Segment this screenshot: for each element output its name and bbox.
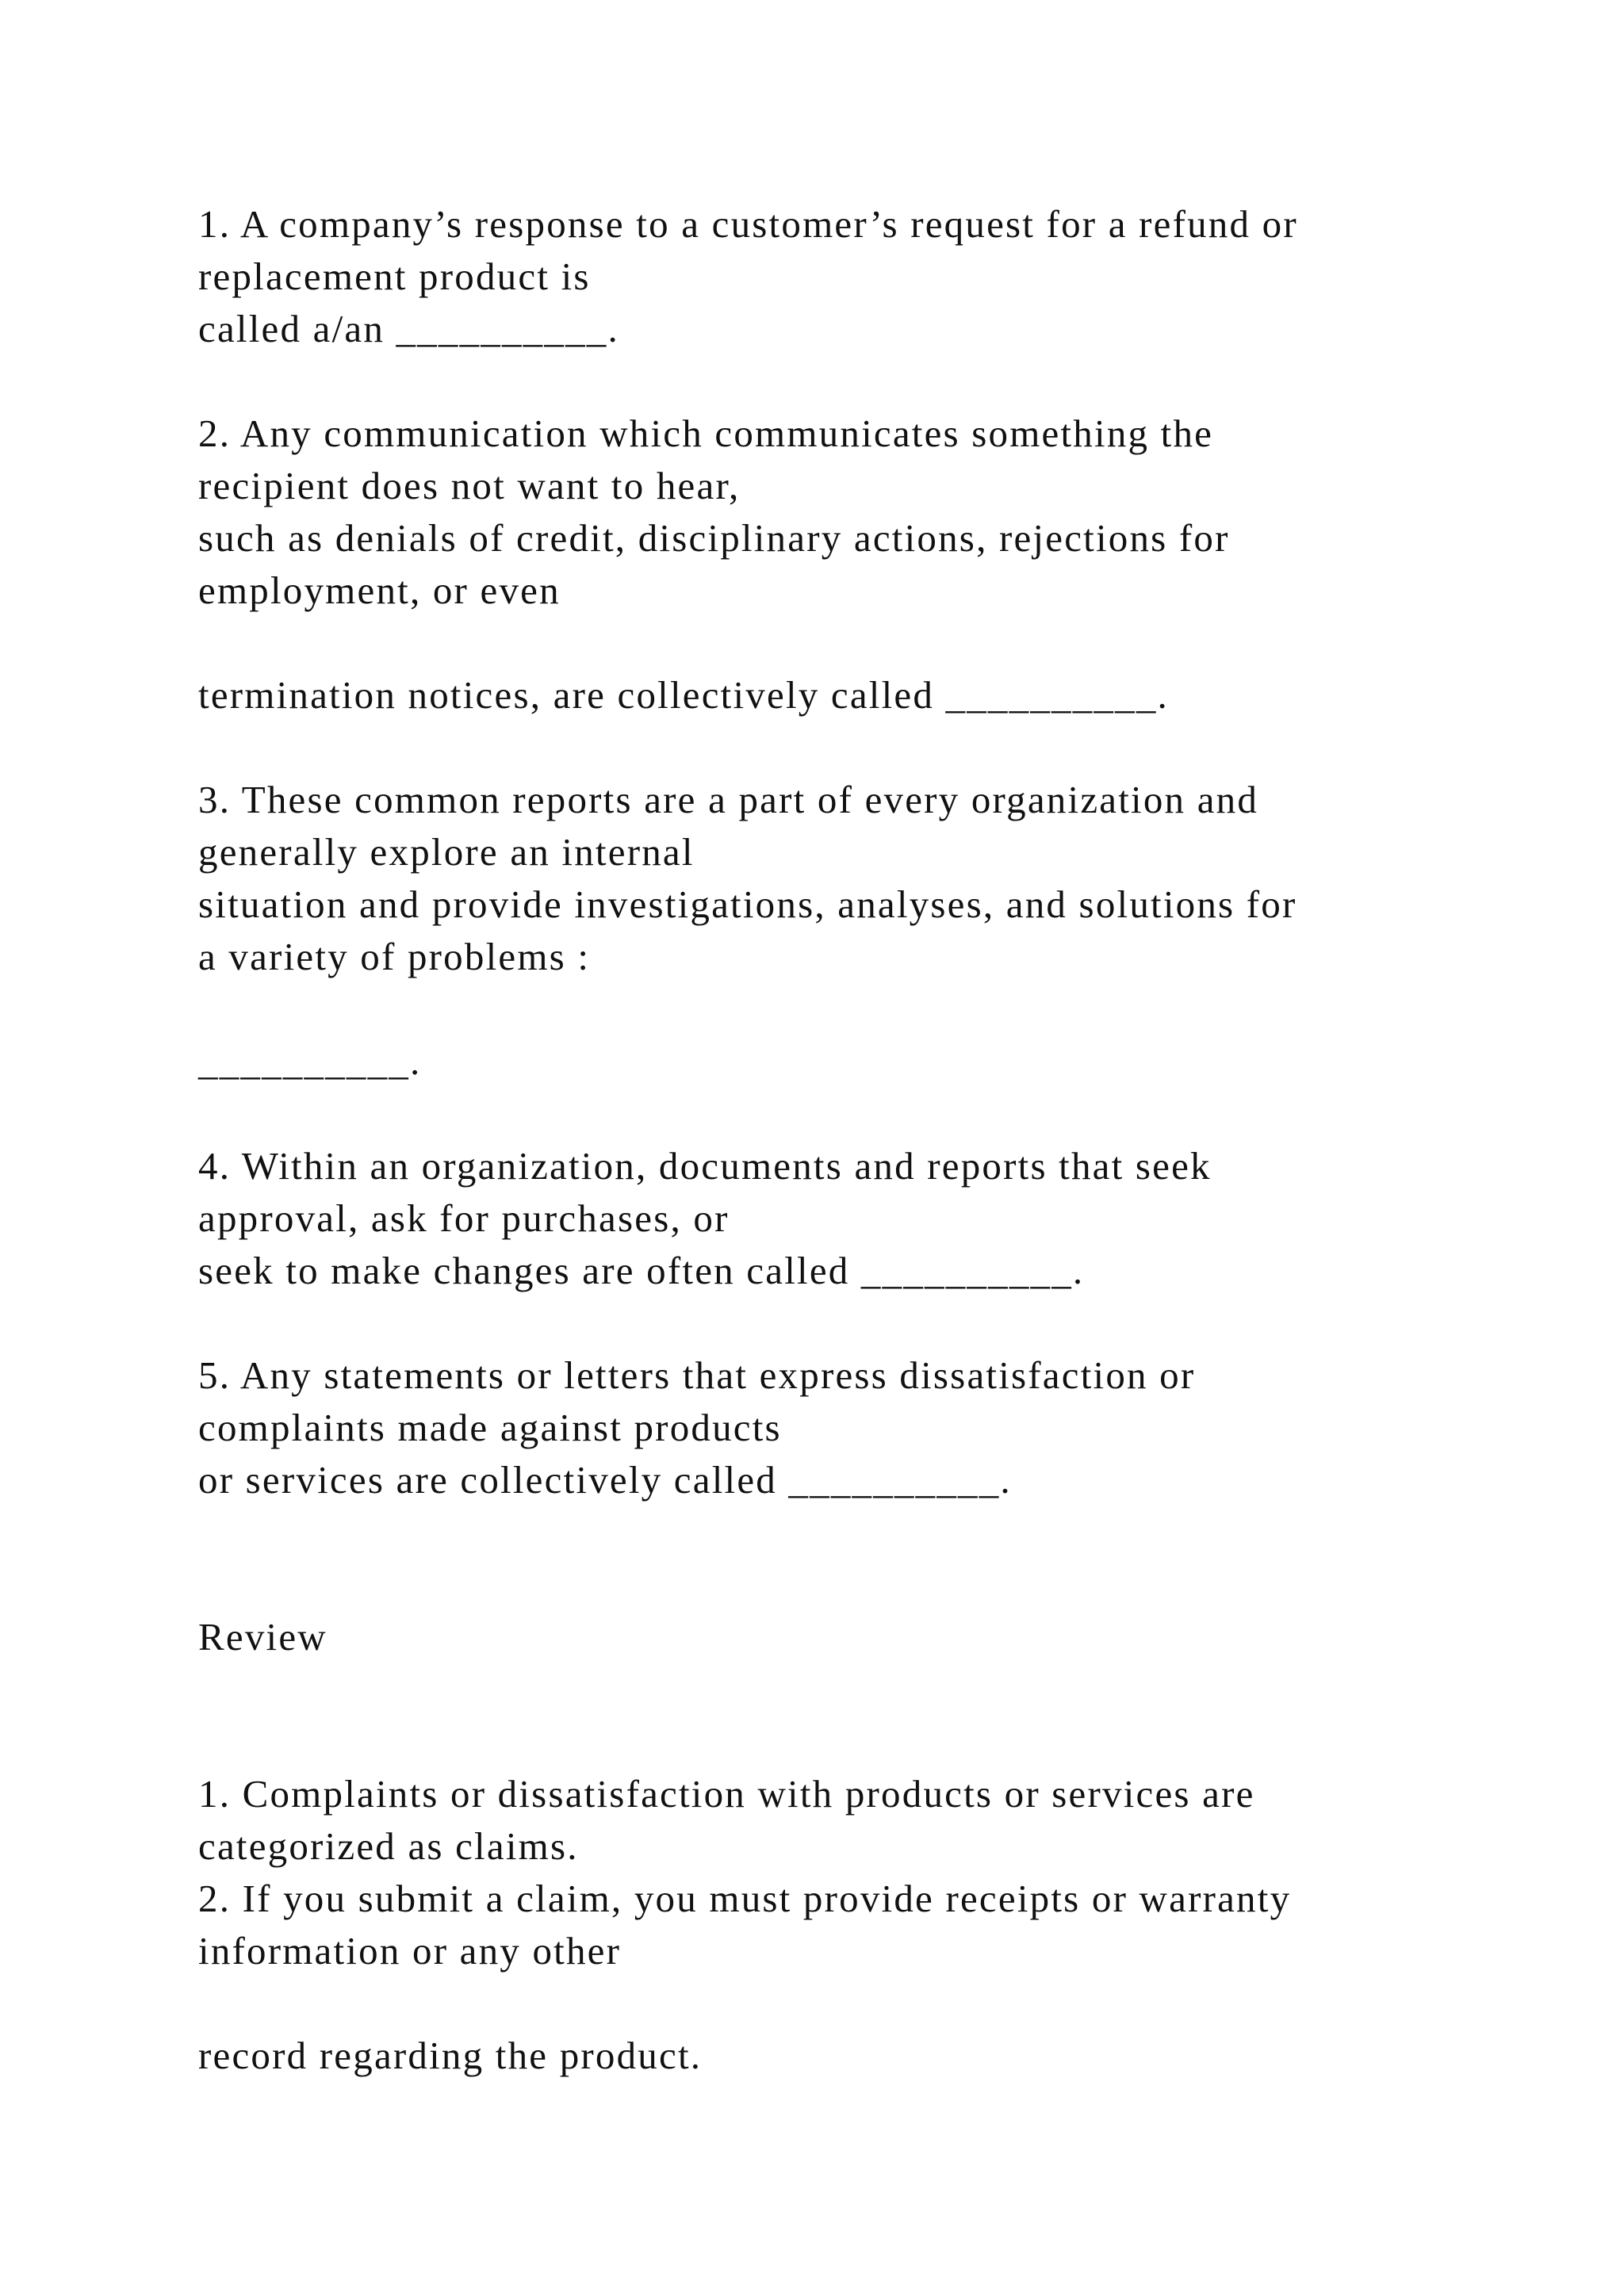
question-3-line-4: a variety of problems : [198, 935, 591, 978]
question-5-line-2: complaints made against products [198, 1406, 782, 1449]
question-3-line-1: 3. These common reports are a part of every organization and [198, 778, 1259, 821]
question-3-line-5: __________. [198, 1039, 422, 1083]
question-5-line-3: or services are collectively called __________. [198, 1458, 1012, 1502]
review-item-1-line-1: 1. Complaints or dissatisfaction with products or services are [198, 1772, 1255, 1816]
question-2-line-1: 2. Any communication which communicates something the [198, 411, 1214, 455]
question-2-line-3: such as denials of credit, disciplinary actions, rejections for [198, 516, 1230, 560]
question-4-line-3: seek to make changes are often called __________. [198, 1249, 1085, 1292]
question-1-line-3: called a/an __________. [198, 307, 619, 350]
review-item-1-line-2: categorized as claims. [198, 1824, 579, 1868]
question-4-line-2: approval, ask for purchases, or [198, 1196, 730, 1240]
question-1-line-2: replacement product is [198, 254, 591, 298]
review-item-2-line-2: information or any other [198, 1929, 622, 1973]
review-item-2-line-1: 2. If you submit a claim, you must provide receipts or warranty [198, 1877, 1292, 1920]
question-2-line-5: termination notices, are collectively called __________. [198, 673, 1169, 717]
review-heading: Review [198, 1615, 327, 1659]
question-3-line-2: generally explore an internal [198, 830, 695, 874]
review-item-2-line-3: record regarding the product. [198, 2034, 703, 2077]
question-4-line-1: 4. Within an organization, documents and reports that seek [198, 1144, 1212, 1188]
question-2-line-2: recipient does not want to hear, [198, 464, 741, 507]
question-5-line-1: 5. Any statements or letters that express dissatisfaction or [198, 1353, 1196, 1397]
question-2-line-4: employment, or even [198, 568, 561, 612]
question-3-line-3: situation and provide investigations, analyses, and solutions for [198, 882, 1297, 926]
question-1-line-1: 1. A company’s response to a customer’s request for a refund or [198, 202, 1298, 246]
